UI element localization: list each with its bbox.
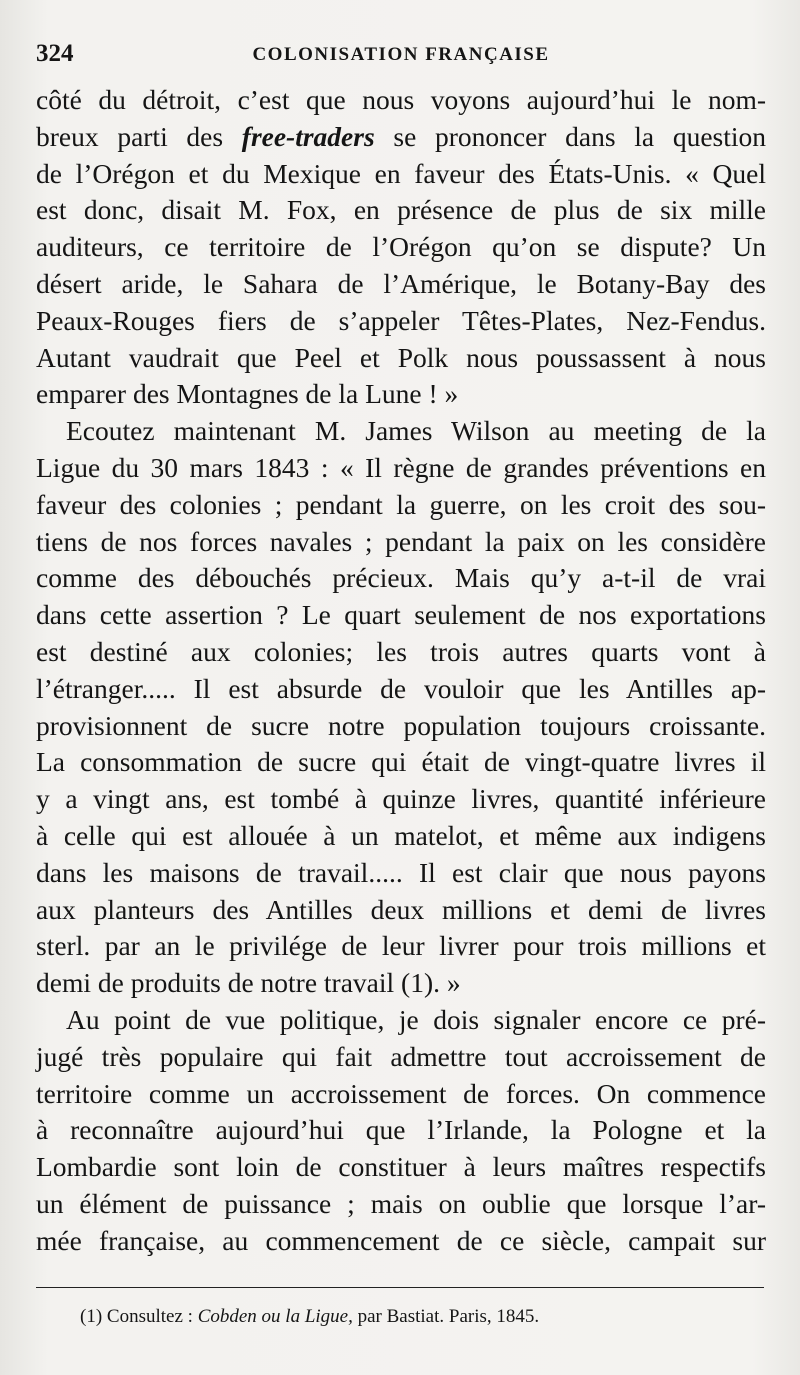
text-line: Ligue du 30 mars 1843 : « Il règne de grandes préventions en	[36, 451, 766, 483]
text-line: côté du détroit, c’est que nous voyons aujourd’hui le nom-	[36, 84, 766, 115]
text-line: dans les maisons de travail..... Il est clair que nous payons	[36, 856, 766, 888]
text-line: provisionnent de sucre notre population toujours croissante.	[36, 709, 766, 741]
text-line: territoire comme un accroissement de forces. On commence	[36, 1077, 766, 1109]
text-line: Au point de vue politique, je dois signaler encore ce pré-	[66, 1003, 766, 1035]
italic-term: free-traders	[241, 120, 375, 152]
text-line: emparer des Montagnes de la Lune ! »	[36, 378, 459, 410]
text-line: désert aride, le Sahara de l’Amérique, le Botany-Bay des	[36, 267, 766, 299]
text-line: Peaux-Rouges fiers de s’appeler Têtes-Plates, Nez-Fendus.	[36, 304, 766, 336]
footnote-citation: par Bastiat. Paris, 1845.	[352, 1306, 540, 1327]
text-line: auditeurs, ce territoire de l’Orégon qu’on se dispute? Un	[36, 231, 766, 263]
footnote-source-title: Cobden ou la Ligue,	[197, 1306, 353, 1327]
text-line: Ecoutez maintenant M. James Wilson au meeting de la	[66, 415, 766, 447]
text-line: faveur des colonies ; pendant la guerre, on les croit des sou-	[36, 488, 766, 520]
running-title: COLONISATION FRANÇAISE	[252, 44, 550, 65]
body-text	[36, 82, 766, 1260]
footnote-divider	[36, 1287, 764, 1288]
text-line: jugé très populaire qui fait admettre tout accroissement de	[36, 1040, 766, 1072]
text-line: à celle qui est allouée à un matelot, et même aux indigens	[36, 819, 766, 851]
text-line: Autant vaudrait que Peel et Polk nous poussassent à nous	[36, 341, 766, 373]
page-header	[36, 40, 766, 76]
text-line: sterl. par an le privilége de leur livrer pour trois millions et	[36, 930, 766, 962]
text-line: demi de produits de notre travail (1). »	[36, 967, 461, 999]
text-line: La consommation de sucre qui était de vingt-quatre livres il	[36, 746, 766, 778]
text-line	[36, 119, 766, 156]
text-line: de l’Orégon et du Mexique en faveur des États-Unis. « Quel	[36, 157, 766, 189]
text-line: y a vingt ans, est tombé à quinze livres, quantité inférieure	[36, 783, 766, 815]
text-line: à reconnaître aujourd’hui que l’Irlande, la Pologne et la	[36, 1114, 766, 1146]
text-line: Lombardie sont loin de constituer à leurs maîtres respectifs	[36, 1151, 766, 1183]
text-line: tiens de nos forces navales ; pendant la paix on les considère	[36, 525, 766, 557]
text-line: est donc, disait M. Fox, en présence de plus de six mille	[36, 194, 766, 226]
text-span: se prononcer dans la question	[374, 120, 767, 152]
text-line: un élément de puissance ; mais on oublie que lorsque l’ar-	[36, 1187, 766, 1219]
page-number: 324	[36, 40, 74, 67]
text-line: aux planteurs des Antilles deux millions et demi de livres	[36, 893, 766, 925]
text-line: l’étranger..... Il est absurde de vouloir que les Antilles ap-	[36, 672, 766, 704]
text-line: dans cette assertion ? Le quart seulement de nos exportations	[36, 599, 766, 631]
text-span: breux parti des	[36, 120, 242, 152]
text-line: comme des débouchés précieux. Mais qu’y a-t-il de vrai	[36, 562, 766, 594]
footnote	[80, 1306, 770, 1328]
footnote-marker: (1) Consultez :	[80, 1306, 198, 1327]
text-line: mée française, au commencement de ce siècle, campait sur	[36, 1224, 766, 1256]
text-line: est destiné aux colonies; les trois autres quarts vont à	[36, 635, 766, 667]
